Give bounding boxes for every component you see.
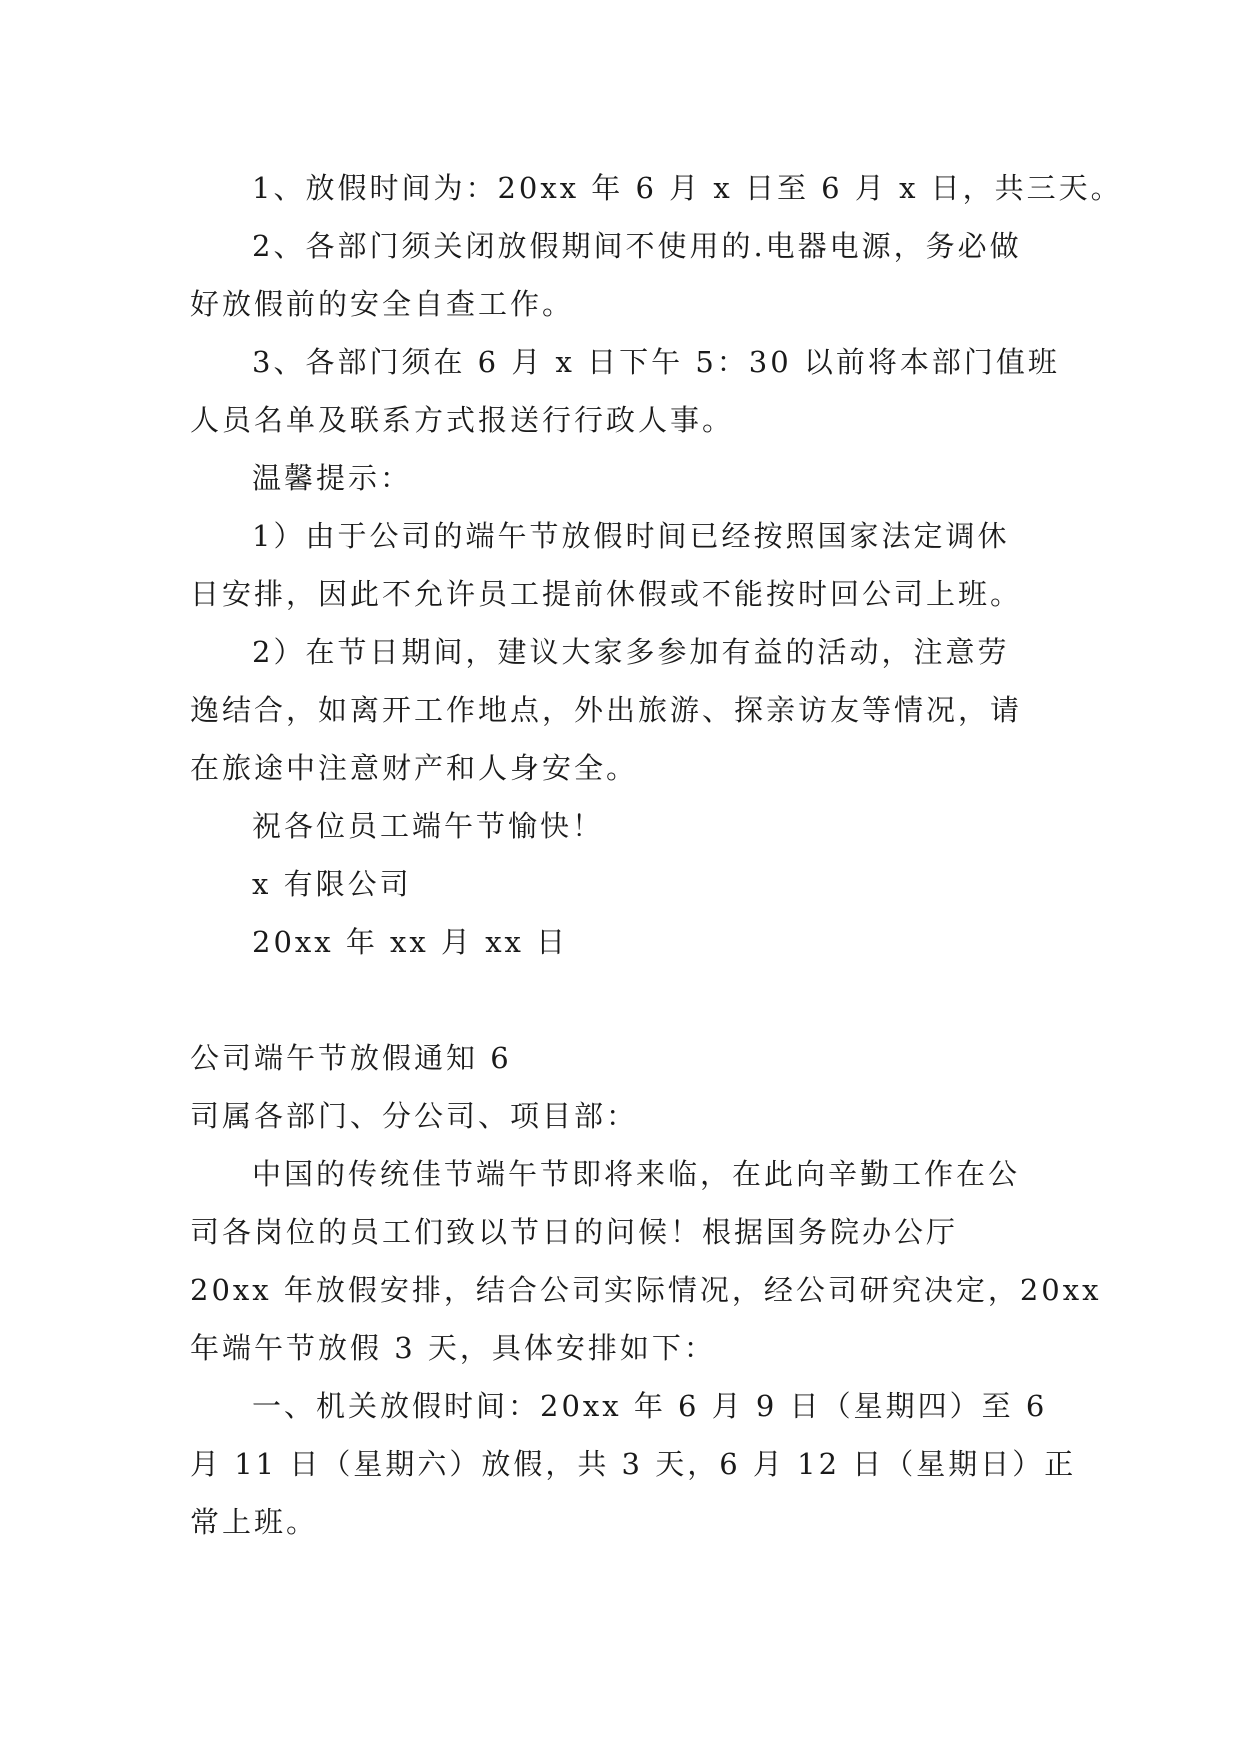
- tip-2: 2）在节日期间，建议大家多参加有益的活动，注意劳: [252, 635, 1010, 669]
- office-holiday-item-cont: 月 11 日（星期六）放假，共 3 天，6 月 12 日（星期日）正: [190, 1447, 1077, 1481]
- power-off-item: 2、各部门须关闭放假期间不使用的.电器电源，务必做: [252, 229, 1022, 263]
- notice-body-line: 20xx 年放假安排，结合公司实际情况，经公司研究决定，20xx: [190, 1273, 1102, 1307]
- office-holiday-item-cont-2: 常上班。: [190, 1505, 319, 1539]
- tip-2-cont: 逸结合，如离开工作地点，外出旅游、探亲访友等情况，请: [190, 693, 1023, 727]
- office-holiday-item: 一、机关放假时间：20xx 年 6 月 9 日（星期四）至 6: [252, 1389, 1048, 1423]
- signature-date: 20xx 年 xx 月 xx 日: [252, 925, 569, 959]
- company-signature: x 有限公司: [252, 867, 412, 901]
- tip-1-cont: 日安排，因此不允许员工提前休假或不能按时回公司上班。: [190, 577, 1023, 611]
- tip-2-cont-2: 在旅途中注意财产和人身安全。: [190, 751, 639, 785]
- duty-roster-item: 3、各部门须在 6 月 x 日下午 5：30 以前将本部门值班: [252, 345, 1060, 379]
- duty-roster-item-cont: 人员名单及联系方式报送行行政人事。: [190, 403, 735, 437]
- holiday-time-item: 1、放假时间为：20xx 年 6 月 x 日至 6 月 x 日，共三天。: [252, 171, 1123, 205]
- tips-heading: 温馨提示：: [252, 461, 413, 495]
- notice-salutation: 司属各部门、分公司、项目部：: [190, 1099, 639, 1133]
- notice-title: 公司端午节放假通知 6: [190, 1041, 512, 1075]
- greeting: 祝各位员工端午节愉快！: [252, 809, 605, 843]
- notice-body-line: 中国的传统佳节端午节即将来临，在此向辛勤工作在公: [252, 1157, 1021, 1191]
- notice-body-line: 司各岗位的员工们致以节日的问候！根据国务院办公厅: [190, 1215, 959, 1249]
- notice-body-line: 年端午节放假 3 天，具体安排如下：: [190, 1331, 716, 1365]
- tip-1: 1）由于公司的端午节放假时间已经按照国家法定调休: [252, 519, 1010, 553]
- power-off-item-cont: 好放假前的安全自查工作。: [190, 287, 575, 321]
